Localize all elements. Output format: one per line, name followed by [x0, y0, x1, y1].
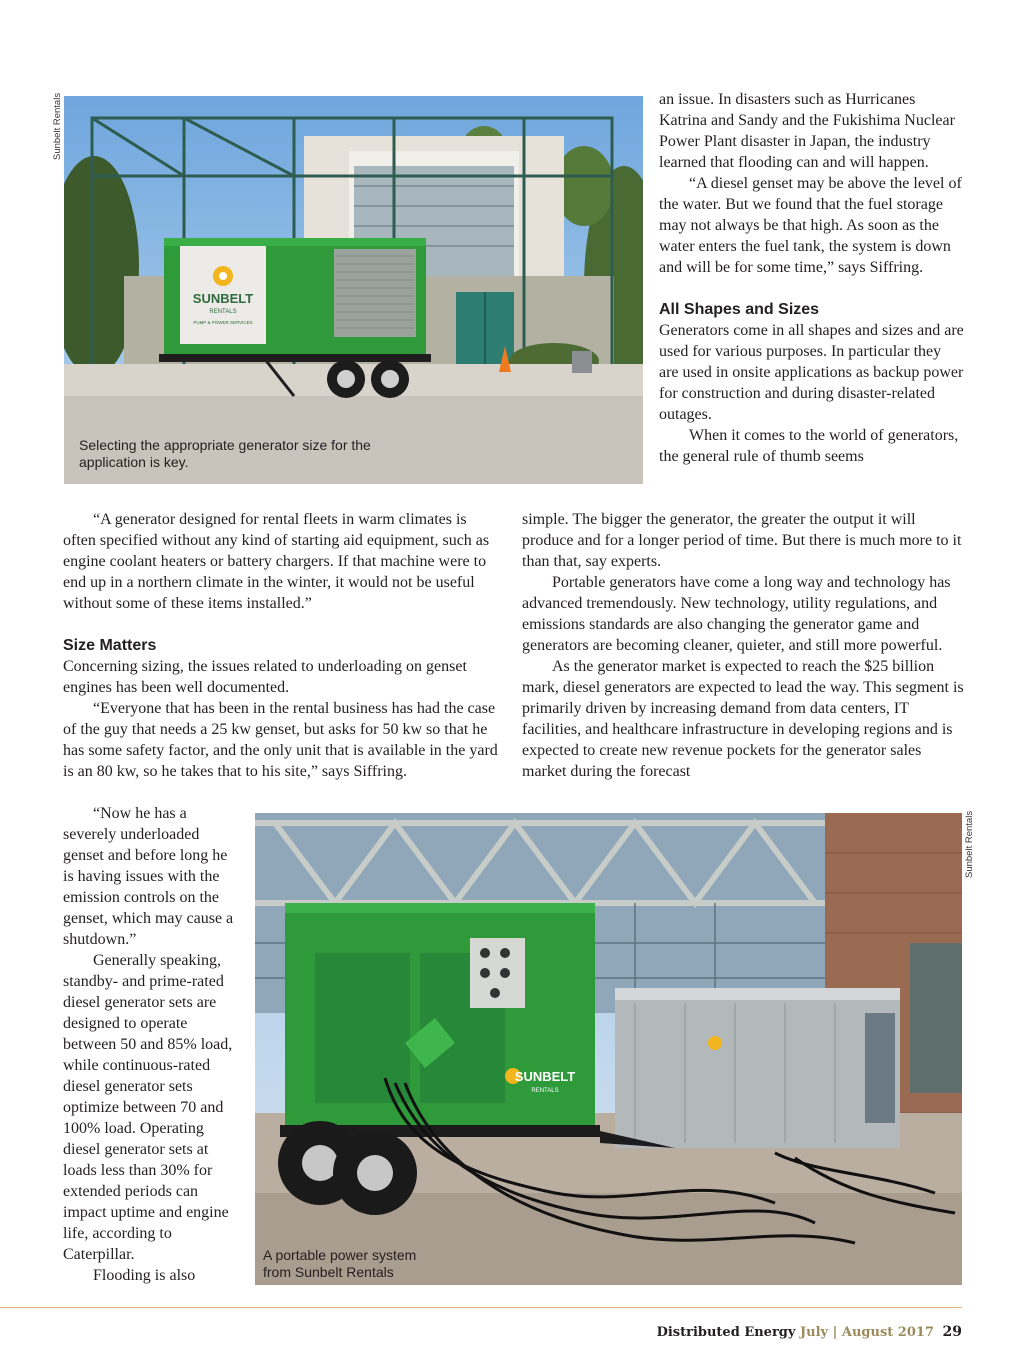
paragraph-rule-of-thumb: When it comes to the world of generators, the general rule of thumb seems	[659, 427, 959, 465]
article-column-left-narrow	[63, 803, 241, 1286]
top-logo-services: PUMP & POWER SERVICES	[193, 320, 253, 325]
photo-credit-bottom: Sunbelt Rentals	[964, 810, 975, 878]
paragraph-diesel-genset-quote: “A diesel genset may be above the level of the water. But we found that the fuel storage may not always be that high. As soon as the water enters the fuel tank, the system is down and will be for some time,” says Siffring.	[659, 175, 962, 276]
heading-all-shapes-and-sizes: All Shapes and Sizes	[659, 301, 820, 318]
paragraph-underloaded-genset: “Now he has a severely underloaded genset and before long he is having issues with the emission controls on the genset, which may cause a shutdown.”	[63, 805, 234, 948]
photo-generator-trailer	[64, 96, 643, 484]
article-column-right-top	[659, 89, 964, 467]
footer-issue-date: July | August 2017	[799, 1325, 934, 1340]
article-column-left-mid	[63, 509, 503, 782]
bottom-logo-brand: SUNBELT	[514, 1069, 576, 1084]
top-logo-brand: SUNBELT	[192, 291, 254, 306]
paragraph-rental-fleets-quote: “A generator designed for rental fleets in warm climates is often specified without any kind of starting aid equipment, such as engine coolant heaters or battery chargers. If that machine were to end up in a northern climate in the winter, it would not be useful without some of these items installed.”	[63, 511, 490, 612]
paragraph-generator-market: As the generator market is expected to reach the $25 billion mark, diesel generators are expected to lead the way. This segment is primarily driven by increasing demand from data centers, IT facilities, and healthcare infrastructure in developing regions and is expected to create new revenue pockets for the generator sales market during the forecast	[522, 658, 964, 780]
photo-portable-power-system	[255, 813, 962, 1285]
top-logo-sub: RENTALS	[209, 309, 237, 315]
footer-rule	[0, 1307, 962, 1308]
generator-trailer-image	[64, 96, 643, 484]
article-column-right-mid	[522, 509, 964, 782]
paragraph-generally-speaking: Generally speaking, standby- and prime-rated diesel generator sets are designed to operate between 50 and 85% load, while continuous-rated diesel generator sets optimize between 70 and 100% load. Operating diesel generator sets at loads less than 30% for extended periods can impact uptime and engine life, according to Caterpillar.	[63, 952, 233, 1263]
paragraph-portable-generators: Portable generators have come a long way and technology has advanced tremendously. New technology, utility regulations, and emissions standards are also changing the generator game and generators are becoming cleaner, quieter, and still more powerful.	[522, 574, 951, 654]
bottom-logo-sub: RENTALS	[531, 1088, 559, 1094]
paragraph-shapes-and-sizes: Generators come in all shapes and sizes and are used for various purposes. In particular they are used in onsite applications as backup power for construction and during disaster-related outages.	[659, 322, 964, 423]
footer-page-number: 29	[942, 1324, 962, 1340]
paragraph-flooding-is-also: Flooding is also	[93, 1267, 196, 1284]
portable-power-system-image	[255, 813, 962, 1285]
caption-bottom-photo: A portable power system from Sunbelt Rentals	[263, 1247, 417, 1280]
paragraph-concerning-sizing: Concerning sizing, the issues related to underloading on genset engines has been well documented.	[63, 658, 467, 696]
photo-credit-top: Sunbelt Rentals	[52, 92, 63, 160]
caption-top-photo: Selecting the appropriate generator size for the application is key.	[79, 437, 371, 470]
paragraph-bigger-generator: simple. The bigger the generator, the greater the output it will produce and for a longer period of time. But there is much more to it than that, say experts.	[522, 511, 962, 570]
paragraph-rental-business-quote: “Everyone that has been in the rental business has had the case of the guy that needs a 25 kw genset, but asks for 50 kw so that he has some safety factor, and the only unit that is available in the yard is an 80 kw, so he takes that to his site,” says Siffring.	[63, 700, 498, 780]
page-footer	[650, 1324, 962, 1340]
heading-size-matters: Size Matters	[63, 637, 157, 654]
footer-magazine-name: Distributed Energy	[656, 1325, 796, 1340]
paragraph-flooding-issue: an issue. In disasters such as Hurricanes Katrina and Sandy and the Fukishima Nuclear Power Plant disaster in Japan, the industry learned that flooding can and will happen.	[659, 91, 955, 171]
